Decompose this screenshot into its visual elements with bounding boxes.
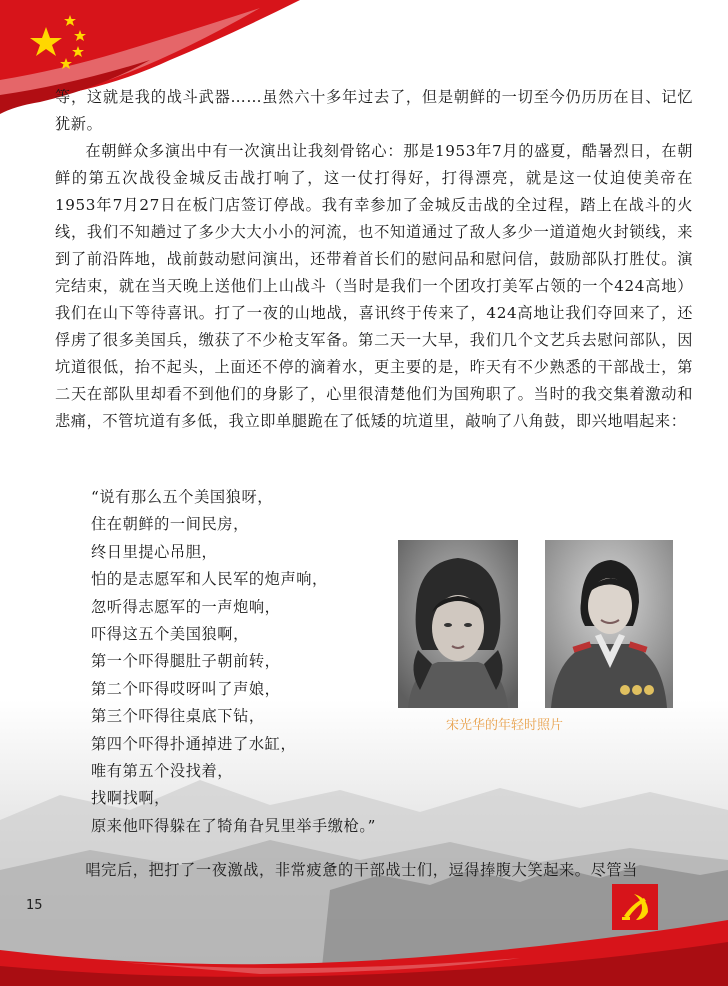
portrait-photo-uniform <box>545 540 673 708</box>
lyric-line: 唯有第五个没找着， <box>91 762 234 781</box>
paragraph-intro: 等，这就是我的战斗武器……虽然六十多年过去了，但是朝鲜的一切至今仍历历在目、记忆犹新。 <box>55 88 693 133</box>
page-number: 15 <box>26 898 43 913</box>
lyric-line: 原来他吓得躲在了犄角旮旯里举手缴枪。” <box>91 816 376 835</box>
party-emblem-icon <box>612 884 658 930</box>
lyric-line: “说有那么五个美国狼呀， <box>91 488 274 506</box>
lyric-line: 忽听得志愿军的一声炮响， <box>91 597 281 616</box>
lyric-line: 终日里提心吊胆， <box>91 542 218 561</box>
photo-caption: 宋光华的年轻时照片 <box>446 718 564 733</box>
portrait-photo-young <box>398 540 518 708</box>
lyric-line: 住在朝鲜的一间民房， <box>91 515 249 534</box>
lyric-line: 找啊找啊， <box>91 789 170 808</box>
lyric-line: 第一个吓得腿肚子朝前转， <box>91 652 281 671</box>
lyric-line: 第四个吓得扑通掉进了水缸， <box>91 734 297 753</box>
paragraph-ending: 唱完后，把打了一夜激战，非常疲惫的干部战士们，逗得捧腹大笑起来。尽管当 <box>85 861 638 879</box>
lyric-line: 第二个吓得哎呀叫了声娘， <box>91 679 281 698</box>
paragraph-story: 在朝鲜众多演出中有一次演出让我刻骨铭心：那是1953年7月的盛夏，酷暑烈日，在朝鲜的第五次战役金城反击战打响了，这一仗打得好，打得漂亮，就是这一仗迫使美帝在1953年7月27日在板门店签订停战。我有幸参加了金城反击战的全过程，踏上在战斗的火线，我们不知趟过了多少大大小小的河流，也不知道通过了敌人多少一道道炮火封锁线，来到了前沿阵地，战前鼓动慰问演出，还带着首长们的慰问品和慰问信，鼓励部队打胜仗。演完结束，就在当天晚上送他们上山战斗（当时是我们一个团攻打美军占领的一个424高地）我们在山下等待喜讯。打了一夜的山地战，喜讯终于传来了，424高地让我们夺回来了，还俘虏了很多美国兵，缴获了不少枪支军备。第二天一大早，我们几个文艺兵去慰问部队，因坑道很低，抬不起头，上面还不停的滴着水，更主要的是，昨天有不少熟悉的干部战士，第二天在部队里却看不到他们的身影了，心里很清楚他们为国殉职了。当时的我交集着激动和悲痛，不管坑道有多低，我立即单腿跪在了低矮的坑道里，敲响了八角鼓，即兴地唱起来： <box>55 142 693 430</box>
lyric-line: 怕的是志愿军和人民军的炮声响， <box>91 570 328 589</box>
lyric-line: 吓得这五个美国狼啊， <box>91 625 249 644</box>
lyric-line: 第三个吓得往桌底下钻， <box>91 707 265 726</box>
song-lyrics <box>91 484 376 840</box>
